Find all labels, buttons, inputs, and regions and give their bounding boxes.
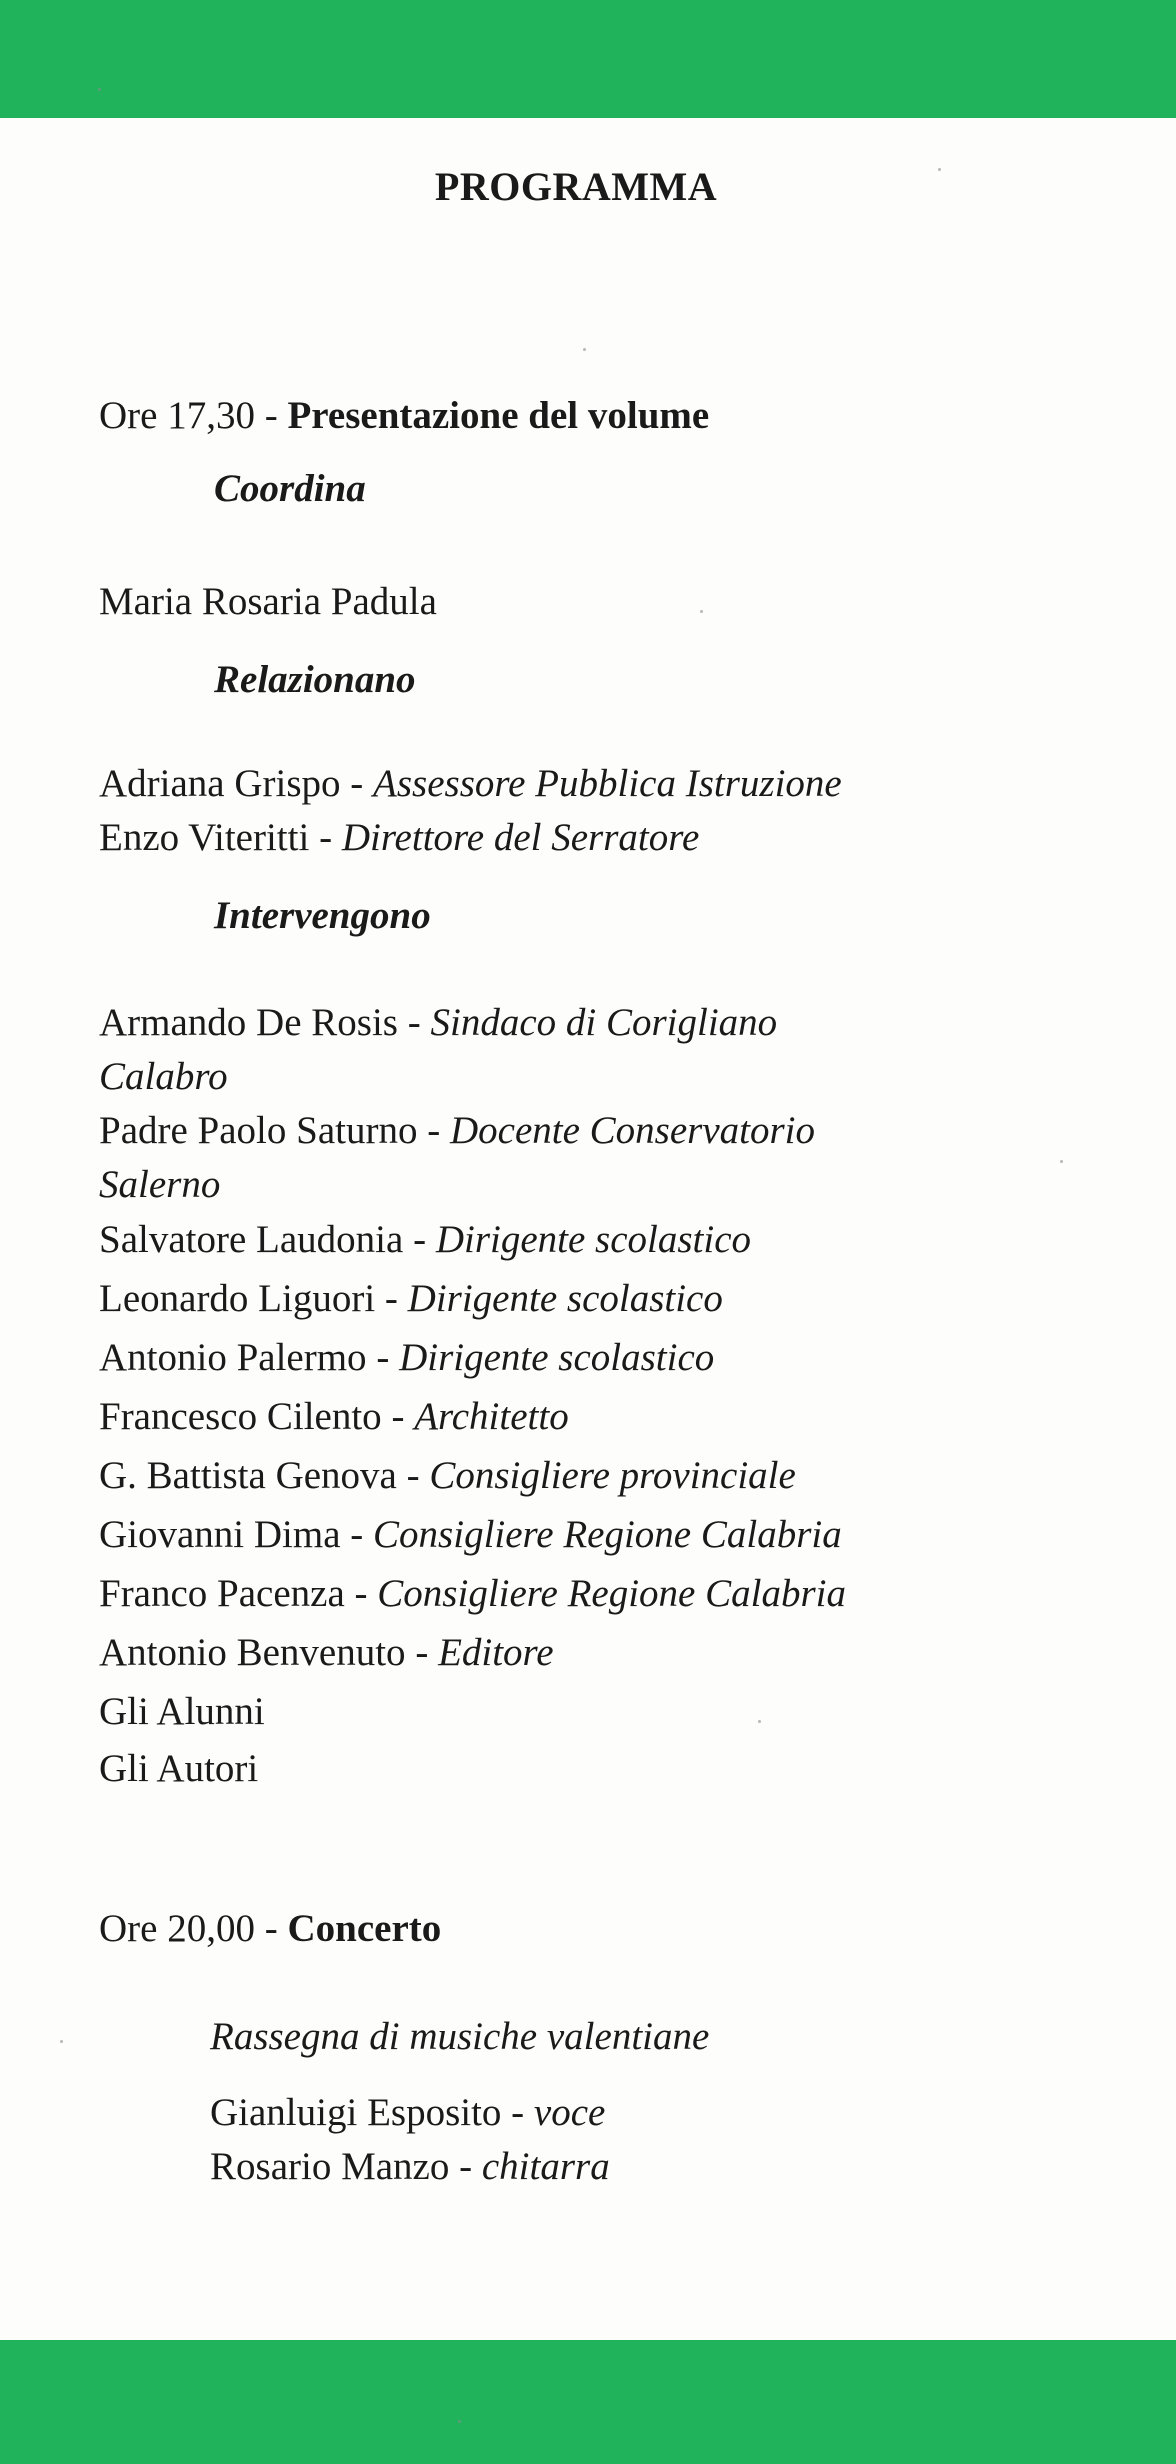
participant-name: Franco Pacenza xyxy=(99,1572,345,1615)
participant-row xyxy=(99,1108,815,1154)
participant-role: Dirigente scolastico xyxy=(399,1336,715,1379)
participant-separator: - xyxy=(417,1109,450,1152)
participant-role-continued: Calabro xyxy=(99,1055,228,1098)
participant-separator: - xyxy=(381,1395,415,1438)
intervengono-heading: Intervengono xyxy=(214,894,431,937)
participant-name: Antonio Palermo xyxy=(99,1336,367,1379)
scan-speck xyxy=(938,168,941,171)
participant-role: Editore xyxy=(438,1631,554,1674)
speaker-separator: - xyxy=(340,762,374,805)
participant-row xyxy=(99,1630,554,1676)
participant-separator: - xyxy=(344,1572,378,1615)
participant-row xyxy=(99,1000,777,1046)
participant-role: Docente Conservatorio xyxy=(449,1109,815,1152)
performer-row xyxy=(210,2090,605,2136)
participant-role: Dirigente scolastico xyxy=(407,1277,723,1320)
participant-row xyxy=(99,1571,846,1617)
scan-speck xyxy=(700,610,703,613)
session1-time: Ore 17,30 xyxy=(99,394,255,437)
scan-speck xyxy=(1060,1160,1063,1163)
concert-subtitle: Rassegna di musiche valentiane xyxy=(210,2015,710,2058)
participant-row xyxy=(99,1746,258,1792)
participant-separator: - xyxy=(396,1454,430,1497)
participant-row xyxy=(99,1453,796,1499)
coordina-heading: Coordina xyxy=(214,467,366,510)
participant-name: Antonio Benvenuto xyxy=(99,1631,406,1674)
participant-name: Armando De Rosis xyxy=(99,1001,398,1044)
performer-separator: - xyxy=(501,2091,534,2134)
participant-separator: - xyxy=(397,1001,431,1044)
participant-role: Consigliere provinciale xyxy=(429,1454,796,1497)
participant-separator: - xyxy=(403,1218,436,1261)
participant-name: G. Battista Genova xyxy=(99,1454,397,1497)
participant-role: Consigliere Regione Calabria xyxy=(373,1513,842,1556)
participant-role: Architetto xyxy=(414,1395,569,1438)
participant-row xyxy=(99,1335,714,1381)
session2-header xyxy=(99,1906,441,1952)
performer-role: chitarra xyxy=(481,2145,610,2188)
scan-speck xyxy=(98,88,101,91)
participant-name: Gli Alunni xyxy=(99,1690,265,1733)
participant-role: Dirigente scolastico xyxy=(435,1218,752,1261)
performer-role: voce xyxy=(533,2091,606,2134)
performer-row xyxy=(210,2144,610,2190)
participant-row xyxy=(99,1394,569,1440)
speaker-row xyxy=(99,761,842,807)
speaker-role: Direttore del Serratore xyxy=(341,816,700,859)
participant-name: Gli Autori xyxy=(99,1747,259,1790)
participant-separator: - xyxy=(375,1277,408,1320)
participant-separator: - xyxy=(366,1336,400,1379)
bottom-green-band xyxy=(0,2340,1176,2464)
participant-role-continued: Salerno xyxy=(99,1163,221,1206)
session2-time: Ore 20,00 xyxy=(99,1907,255,1950)
scan-speck xyxy=(60,2040,63,2043)
participant-name: Leonardo Liguori xyxy=(99,1277,376,1320)
participant-separator: - xyxy=(405,1631,439,1674)
top-green-band xyxy=(0,0,1176,118)
participant-row xyxy=(99,1276,723,1322)
performer-separator: - xyxy=(449,2145,482,2188)
coordinator-name: Maria Rosaria Padula xyxy=(99,580,437,623)
scan-speck xyxy=(583,348,586,351)
speaker-name: Adriana Grispo xyxy=(99,762,341,805)
participant-role: Consigliere Regione Calabria xyxy=(377,1572,846,1615)
speaker-row xyxy=(99,815,699,861)
participant-row xyxy=(99,1689,265,1735)
speaker-role: Assessore Pubblica Istruzione xyxy=(373,762,842,805)
session2-separator: - xyxy=(254,1907,288,1950)
participant-name: Giovanni Dima xyxy=(99,1513,341,1556)
participant-row xyxy=(99,1512,842,1558)
scan-speck xyxy=(458,2420,461,2423)
participant-name: Salvatore Laudonia xyxy=(99,1218,404,1261)
participant-role: Sindaco di Corigliano xyxy=(430,1001,778,1044)
session1-header xyxy=(99,393,709,439)
speaker-name: Enzo Viteritti xyxy=(99,816,310,859)
performer-name: Rosario Manzo xyxy=(210,2145,450,2188)
session1-event: Presentazione del volume xyxy=(287,394,710,437)
performer-name: Gianluigi Esposito xyxy=(210,2091,502,2134)
relazionano-heading: Relazionano xyxy=(214,658,416,701)
session1-separator: - xyxy=(254,394,288,437)
participant-name: Padre Paolo Saturno xyxy=(99,1109,418,1152)
page-title: PROGRAMMA xyxy=(434,164,718,209)
scan-speck xyxy=(758,1720,761,1723)
session2-event: Concerto xyxy=(287,1907,442,1950)
participant-separator: - xyxy=(340,1513,374,1556)
speaker-separator: - xyxy=(309,816,342,859)
participant-row xyxy=(99,1217,751,1263)
participant-name: Francesco Cilento xyxy=(99,1395,382,1438)
